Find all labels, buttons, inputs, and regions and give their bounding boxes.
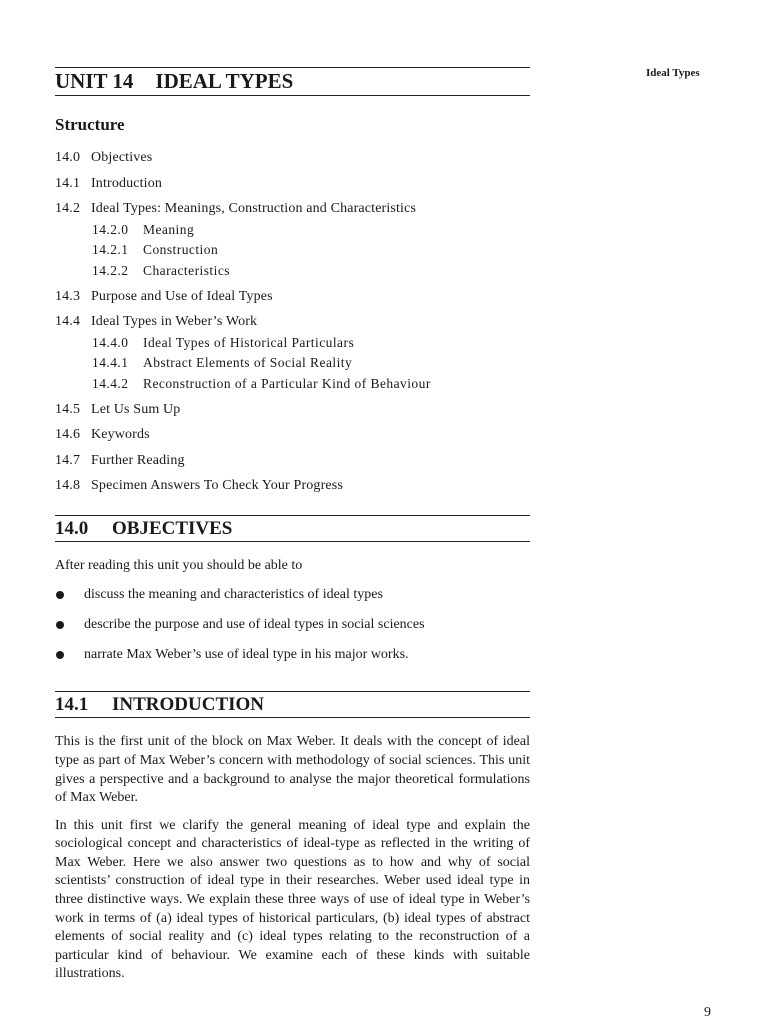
toc-subitem-label: Ideal Types of Historical Particulars — [143, 334, 355, 350]
toc-item-label: Specimen Answers To Check Your Progress — [91, 478, 343, 494]
objectives-number: 14.0 — [55, 518, 89, 540]
toc-item-number: 14.8 — [55, 478, 81, 494]
toc-subitem-label: Meaning — [143, 221, 195, 237]
toc-item-label: Ideal Types: Meanings, Construction and Characteristics — [91, 201, 417, 217]
toc-subitem — [55, 220, 530, 241]
bullet-icon — [56, 651, 64, 659]
unit-title: IDEAL TYPES — [155, 69, 294, 93]
toc-item-label: Introduction — [91, 175, 163, 191]
toc-item-label: Further Reading — [91, 452, 185, 468]
toc-item-label: Ideal Types in Weber’s Work — [91, 314, 258, 330]
toc-subitem-number: 14.2.2 — [92, 262, 129, 278]
toc-item — [55, 148, 530, 168]
objective-text: describe the purpose and use of ideal types in social sciences — [84, 617, 425, 633]
unit-heading — [55, 67, 530, 96]
toc-item-number: 14.7 — [55, 452, 81, 468]
toc-subitem-number: 14.4.0 — [92, 334, 129, 350]
toc-subitem — [55, 333, 530, 354]
toc-subsection-list — [55, 220, 530, 282]
objective-item — [55, 646, 530, 664]
toc-subitem — [55, 374, 530, 395]
toc-item-number: 14.0 — [55, 150, 81, 165]
toc-item-number: 14.4 — [55, 314, 81, 330]
toc-subitem — [55, 240, 530, 261]
toc-item — [55, 199, 530, 219]
toc-item — [55, 312, 530, 332]
introduction-paragraph: In this unit first we clarify the general meaning of ideal type and explain the sociological concept and characteristics of ideal-type as reflected in the writing of Max Weber. Here we also answer two questions as to how and why of social scientists’ construction of ideal type in their researches. Weber used ideal type in three distinctive ways. We explain these three ways of use of ideal type in Weber’s work in terms of (a) ideal types of historical particulars, (b) ideal types of abstract elements of social reality and (c) ideal types relating to the reconstruction of a particular kind of behaviour. We examine each of these kinds with suitable illustrations. — [55, 817, 530, 982]
page-content — [55, 67, 530, 984]
objective-text: discuss the meaning and characteristics of ideal types — [84, 587, 383, 603]
toc-item-label: Objectives — [91, 150, 153, 165]
toc-item-number: 14.5 — [55, 401, 81, 417]
introduction-heading — [55, 691, 530, 718]
introduction-number: 14.1 — [55, 694, 89, 716]
toc-subitem-number: 14.4.2 — [92, 375, 129, 391]
toc-subsection-list — [55, 333, 530, 395]
objectives-list — [55, 586, 530, 664]
bullet-icon — [56, 591, 64, 599]
toc-item — [55, 287, 530, 307]
unit-number: UNIT 14 — [55, 69, 134, 93]
introduction-title: INTRODUCTION — [112, 694, 265, 716]
toc-subitem-number: 14.2.1 — [92, 242, 129, 258]
table-of-contents — [55, 148, 530, 496]
objectives-lead: After reading this unit you should be able to — [55, 558, 303, 574]
toc-item-number: 14.3 — [55, 288, 81, 304]
toc-subitem — [55, 353, 530, 374]
running-head: Ideal Types — [646, 67, 700, 79]
objective-text: narrate Max Weber’s use of ideal type in his major works. — [84, 647, 409, 663]
introduction-paragraph: This is the first unit of the block on Max Weber. It deals with the concept of ideal type as part of Max Weber’s concern with methodology of social sciences. This unit gives a perspective and a background to analyse the major theoretical formulations of Max Weber. — [55, 734, 530, 806]
structure-title: Structure — [55, 115, 125, 134]
page-number: 9 — [704, 1005, 711, 1020]
toc-subitem-number: 14.2.0 — [92, 221, 129, 237]
toc-item — [55, 476, 530, 496]
objective-item — [55, 616, 530, 634]
toc-subitem — [55, 261, 530, 282]
objectives-title: OBJECTIVES — [112, 518, 233, 540]
toc-subitem-label: Reconstruction of a Particular Kind of Behaviour — [143, 375, 431, 391]
toc-subitem-label: Abstract Elements of Social Reality — [143, 355, 353, 371]
toc-item-label: Keywords — [91, 427, 150, 443]
toc-item — [55, 451, 530, 471]
toc-item — [55, 174, 530, 194]
toc-item-number: 14.1 — [55, 175, 81, 191]
toc-item — [55, 425, 530, 445]
toc-item — [55, 400, 530, 420]
toc-item-label: Purpose and Use of Ideal Types — [91, 288, 273, 304]
bullet-icon — [56, 621, 64, 629]
toc-item-number: 14.2 — [55, 201, 81, 217]
objectives-heading — [55, 515, 530, 542]
toc-item-label: Let Us Sum Up — [91, 401, 181, 417]
toc-item-number: 14.6 — [55, 427, 81, 443]
toc-subitem-number: 14.4.1 — [92, 355, 129, 371]
toc-subitem-label: Construction — [143, 242, 219, 258]
objective-item — [55, 586, 530, 604]
toc-subitem-label: Characteristics — [143, 262, 230, 278]
